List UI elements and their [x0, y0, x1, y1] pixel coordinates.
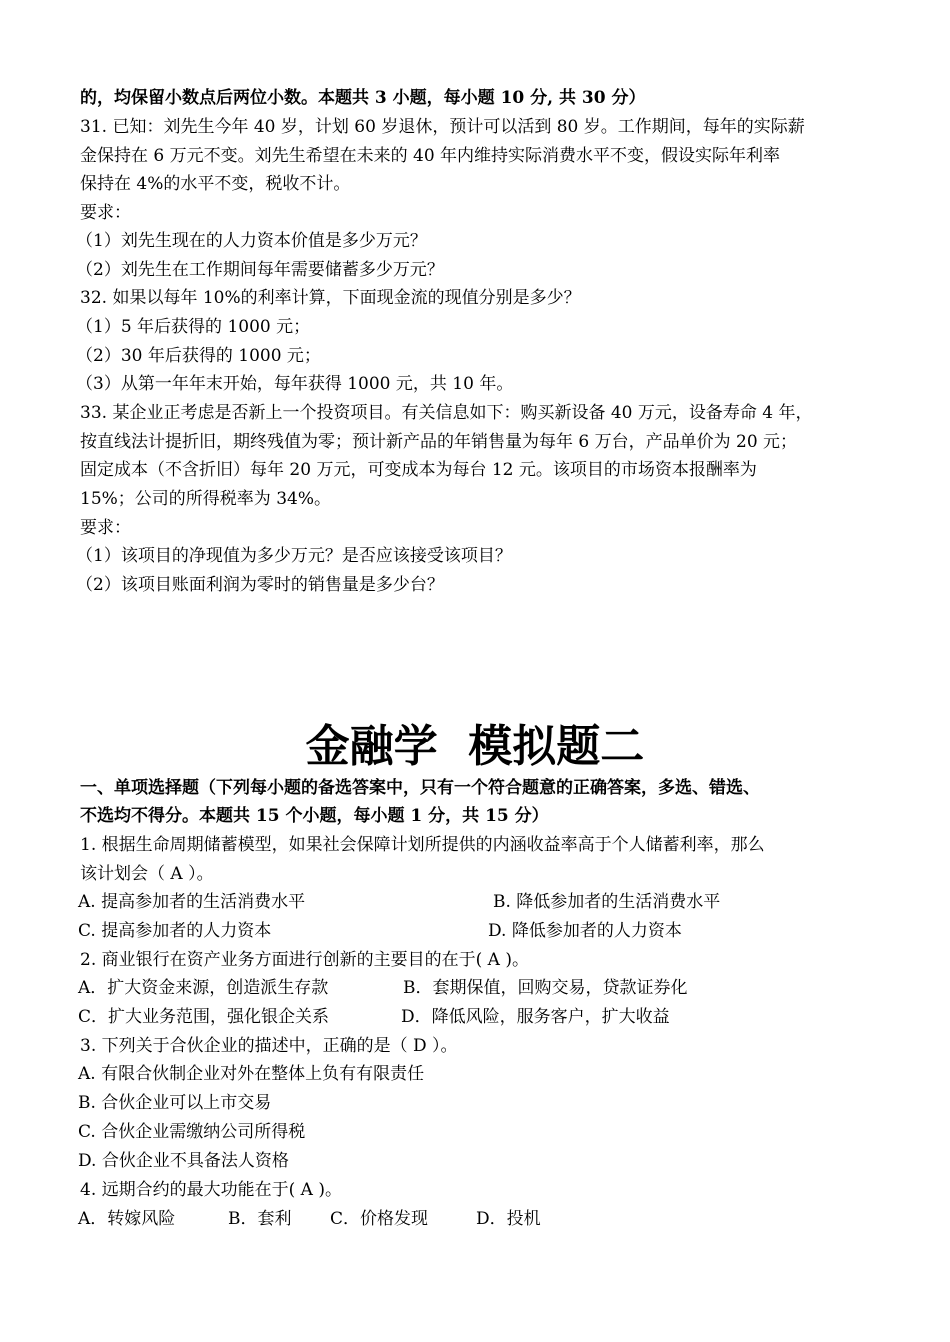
- q2-option-c: C．扩大业务范围，强化银企关系: [78, 1007, 330, 1027]
- q33-line-4: 15%；公司的所得税率为 34%。: [80, 489, 331, 509]
- q33-item-2: （2）该项目账面利润为零时的销售量是多少台？: [76, 575, 444, 595]
- q32-line: 32. 如果以每年 10%的利率计算，下面现金流的现值分别是多少？: [80, 288, 581, 308]
- q1-option-d: D. 降低参加者的人力资本: [488, 921, 682, 941]
- q2-option-a: A．扩大资金来源，创造派生存款: [78, 978, 329, 998]
- q31-line-3: 保持在 4%的水平不变，税收不计。: [80, 174, 351, 194]
- q2-line: 2. 商业银行在资产业务方面进行创新的主要目的在于( A )。: [80, 950, 529, 970]
- q3-option-a: A. 有限合伙制企业对外在整体上负有有限责任: [78, 1064, 425, 1084]
- q4-option-a: A．转嫁风险: [78, 1209, 176, 1229]
- q1-option-b: B. 降低参加者的生活消费水平: [493, 892, 721, 912]
- q32-item-2: （2）30 年后获得的 1000 元；: [76, 346, 321, 366]
- q1-option-c: C. 提高参加者的人力资本: [78, 921, 272, 941]
- q32-item-1: （1）5 年后获得的 1000 元；: [76, 317, 311, 337]
- q33-item-1: （1）该项目的净现值为多少万元？是否应该接受该项目？: [76, 546, 512, 566]
- section-header-line-1: 一、单项选择题（下列每小题的备选答案中，只有一个符合题意的正确答案，多选、错选、: [80, 778, 760, 798]
- exam-title: 金融学 模拟题二: [305, 721, 645, 772]
- q4-option-c: C．价格发现: [330, 1209, 429, 1229]
- q2-option-d: D．降低风险，服务客户，扩大收益: [401, 1007, 670, 1027]
- q3-option-b: B. 合伙企业可以上市交易: [78, 1093, 272, 1113]
- q31-line-1: 31. 已知：刘先生今年 40 岁，计划 60 岁退休，预计可以活到 80 岁。工作期间，每年的实际薪: [80, 117, 805, 137]
- q31-item-1: （1）刘先生现在的人力资本价值是多少万元？: [76, 231, 427, 251]
- q33-line-1: 33. 某企业正考虑是否新上一个投资项目。有关信息如下：购买新设备 40 万元，设备寿命 4 年，: [80, 403, 813, 423]
- q3-option-d: D. 合伙企业不具备法人资格: [78, 1151, 289, 1171]
- q31-requirement-label: 要求：: [80, 203, 131, 223]
- q33-requirement-label: 要求：: [80, 518, 131, 538]
- section-header-line-2: 不选均不得分。本题共 15 个小题，每小题 1 分，共 15 分）: [80, 806, 549, 826]
- q1-line-2: 该计划会（ A ）。: [80, 864, 214, 884]
- q4-option-d: D．投机: [476, 1209, 541, 1229]
- q4-option-b: B．套利: [228, 1209, 292, 1229]
- q3-line: 3. 下列关于合伙企业的描述中，正确的是（ D ）。: [80, 1036, 458, 1056]
- q31-item-2: （2）刘先生在工作期间每年需要储蓄多少万元？: [76, 260, 444, 280]
- q32-item-3: （3）从第一年年末开始，每年获得 1000 元，共 10 年。: [76, 374, 514, 394]
- q31-line-2: 金保持在 6 万元不变。刘先生希望在未来的 40 年内维持实际消费水平不变，假设实际年利率: [80, 146, 781, 166]
- q33-line-2: 按直线法计提折旧，期终残值为零；预计新产品的年销售量为每年 6 万台，产品单价为 20 元；: [80, 432, 798, 452]
- q1-option-a: A. 提高参加者的生活消费水平: [78, 892, 306, 912]
- q33-line-3: 固定成本（不含折旧）每年 20 万元，可变成本为每台 12 元。该项目的市场资本报酬率为: [80, 460, 757, 480]
- q2-option-b: B．套期保值，回购交易，贷款证券化: [403, 978, 688, 998]
- section-header-tail: 的，均保留小数点后两位小数。本题共 3 小题，每小题 10 分, 共 30 分）: [80, 88, 646, 108]
- q4-line: 4. 远期合约的最大功能在于( A )。: [80, 1180, 342, 1200]
- q3-option-c: C. 合伙企业需缴纳公司所得税: [78, 1122, 306, 1142]
- q1-line-1: 1. 根据生命周期储蓄模型，如果社会保障计划所提供的内涵收益率高于个人储蓄利率，那么: [80, 835, 765, 855]
